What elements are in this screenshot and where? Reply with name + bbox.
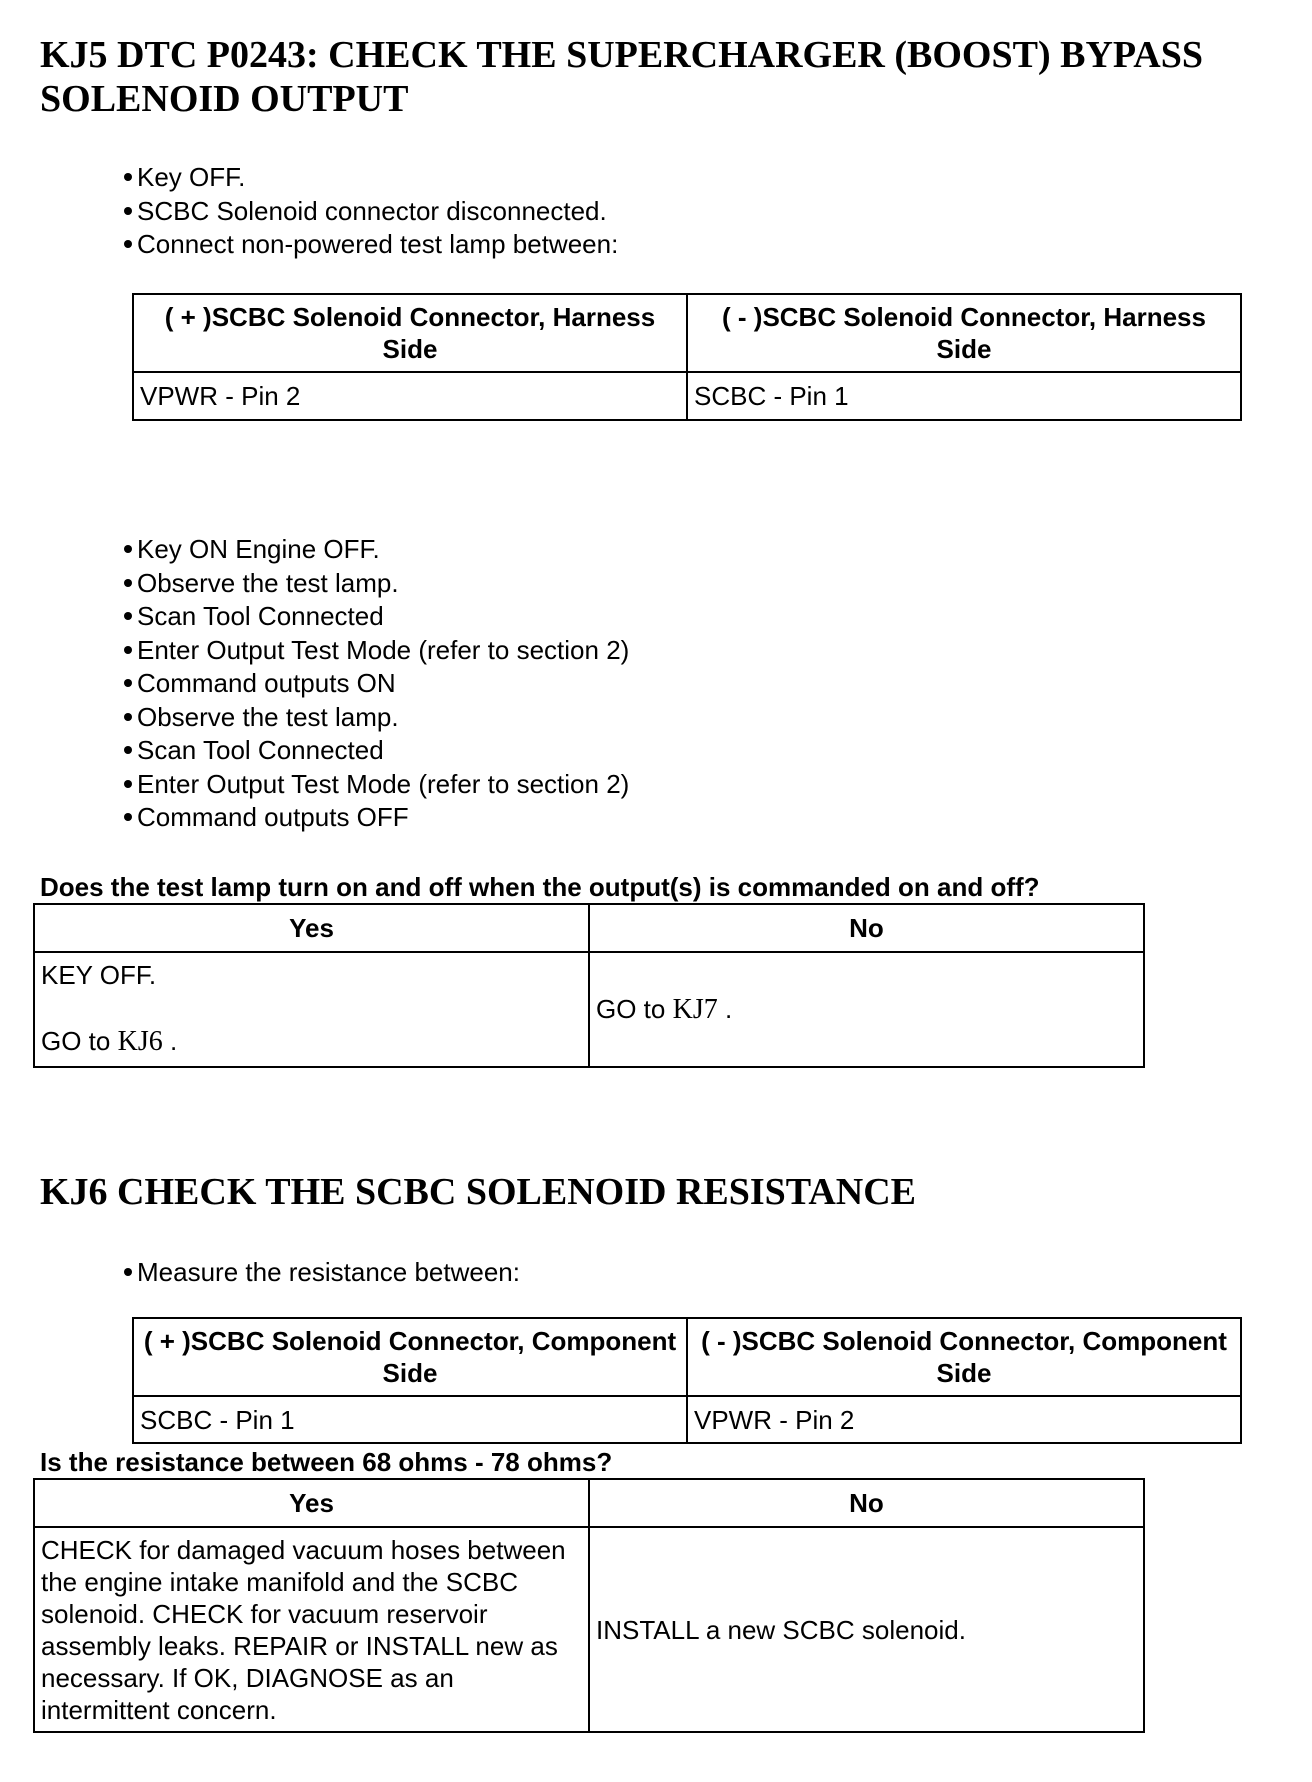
yes-line-1: KEY OFF. [41, 960, 157, 990]
resistance-cell-minus: VPWR - Pin 2 [687, 1396, 1241, 1443]
lamp-header-minus: ( - )SCBC Solenoid Connector, Harness Side [687, 294, 1241, 372]
link-kj6[interactable]: KJ6 [117, 1026, 163, 1057]
list-item: Enter Output Test Mode (refer to section 2) [124, 768, 629, 802]
no-header: No [589, 904, 1144, 952]
bullet-icon [124, 612, 132, 620]
lamp-cell-minus: SCBC - Pin 1 [687, 372, 1241, 420]
bullet-icon [124, 679, 132, 687]
kj6-answer-table [33, 1478, 1145, 1733]
link-kj7[interactable]: KJ7 [672, 994, 718, 1025]
list-item: SCBC Solenoid connector disconnected. [124, 195, 618, 229]
bullet-icon [124, 746, 132, 754]
list-item: Measure the resistance between: [124, 1256, 520, 1290]
kj5-title [40, 33, 1290, 121]
yes-header: Yes [34, 904, 589, 952]
bullet-icon [124, 207, 132, 215]
list-item: Command outputs ON [124, 667, 629, 701]
kj5-title-line2: SOLENOID OUTPUT [40, 78, 409, 120]
kj5-question: Does the test lamp turn on and off when the output(s) is commanded on and off? [40, 872, 1040, 902]
kj6-question: Is the resistance between 68 ohms - 78 ohms? [40, 1447, 613, 1477]
kj6-bullets [124, 1256, 520, 1290]
bullet-icon [124, 780, 132, 788]
no-cell: INSTALL a new SCBC solenoid. [589, 1527, 1144, 1732]
no-header: No [589, 1479, 1144, 1527]
yes-cell [34, 952, 589, 1067]
yes-cell: CHECK for damaged vacuum hoses between the engine intake manifold and the SCBC solenoid. CHECK for vacuum reservoir assembly leaks. REPAIR or INSTALL new as necessary. If OK, DIAGNOSE as an intermittent concern. [34, 1527, 589, 1732]
list-item: Connect non-powered test lamp between: [124, 228, 618, 262]
bullet-icon [124, 713, 132, 721]
kj6-title: KJ6 CHECK THE SCBC SOLENOID RESISTANCE [40, 1171, 916, 1213]
resistance-header-plus: ( + )SCBC Solenoid Connector, Component Side [133, 1318, 687, 1396]
resistance-header-minus: ( - )SCBC Solenoid Connector, Component Side [687, 1318, 1241, 1396]
bullet-icon [124, 579, 132, 587]
bullet-icon [124, 646, 132, 654]
list-item: Key ON Engine OFF. [124, 533, 629, 567]
kj5-answer-table [33, 903, 1145, 1068]
bullet-icon [124, 173, 132, 181]
list-item: Key OFF. [124, 161, 618, 195]
list-item: Enter Output Test Mode (refer to section 2) [124, 634, 629, 668]
bullet-icon [124, 240, 132, 248]
lamp-cell-plus: VPWR - Pin 2 [133, 372, 687, 420]
yes-header: Yes [34, 1479, 589, 1527]
kj5-lamp-table [132, 293, 1242, 421]
kj5-bullets-a [124, 161, 618, 262]
list-item: Observe the test lamp. [124, 567, 629, 601]
bullet-icon [124, 1268, 132, 1276]
resistance-cell-plus: SCBC - Pin 1 [133, 1396, 687, 1443]
list-item: Observe the test lamp. [124, 701, 629, 735]
kj6-resistance-table [132, 1317, 1242, 1444]
list-item: Scan Tool Connected [124, 600, 629, 634]
bullet-icon [124, 545, 132, 553]
list-item: Scan Tool Connected [124, 734, 629, 768]
no-cell: GO to KJ7 . [589, 952, 1144, 1067]
yes-go-to: GO to KJ6 . [41, 1026, 178, 1057]
lamp-header-plus: ( + )SCBC Solenoid Connector, Harness Side [133, 294, 687, 372]
list-item: Command outputs OFF [124, 801, 629, 835]
kj5-bullets-b [124, 533, 629, 835]
bullet-icon [124, 813, 132, 821]
kj5-title-line1: KJ5 DTC P0243: CHECK THE SUPERCHARGER (BOOST) BYPASS [40, 34, 1204, 76]
